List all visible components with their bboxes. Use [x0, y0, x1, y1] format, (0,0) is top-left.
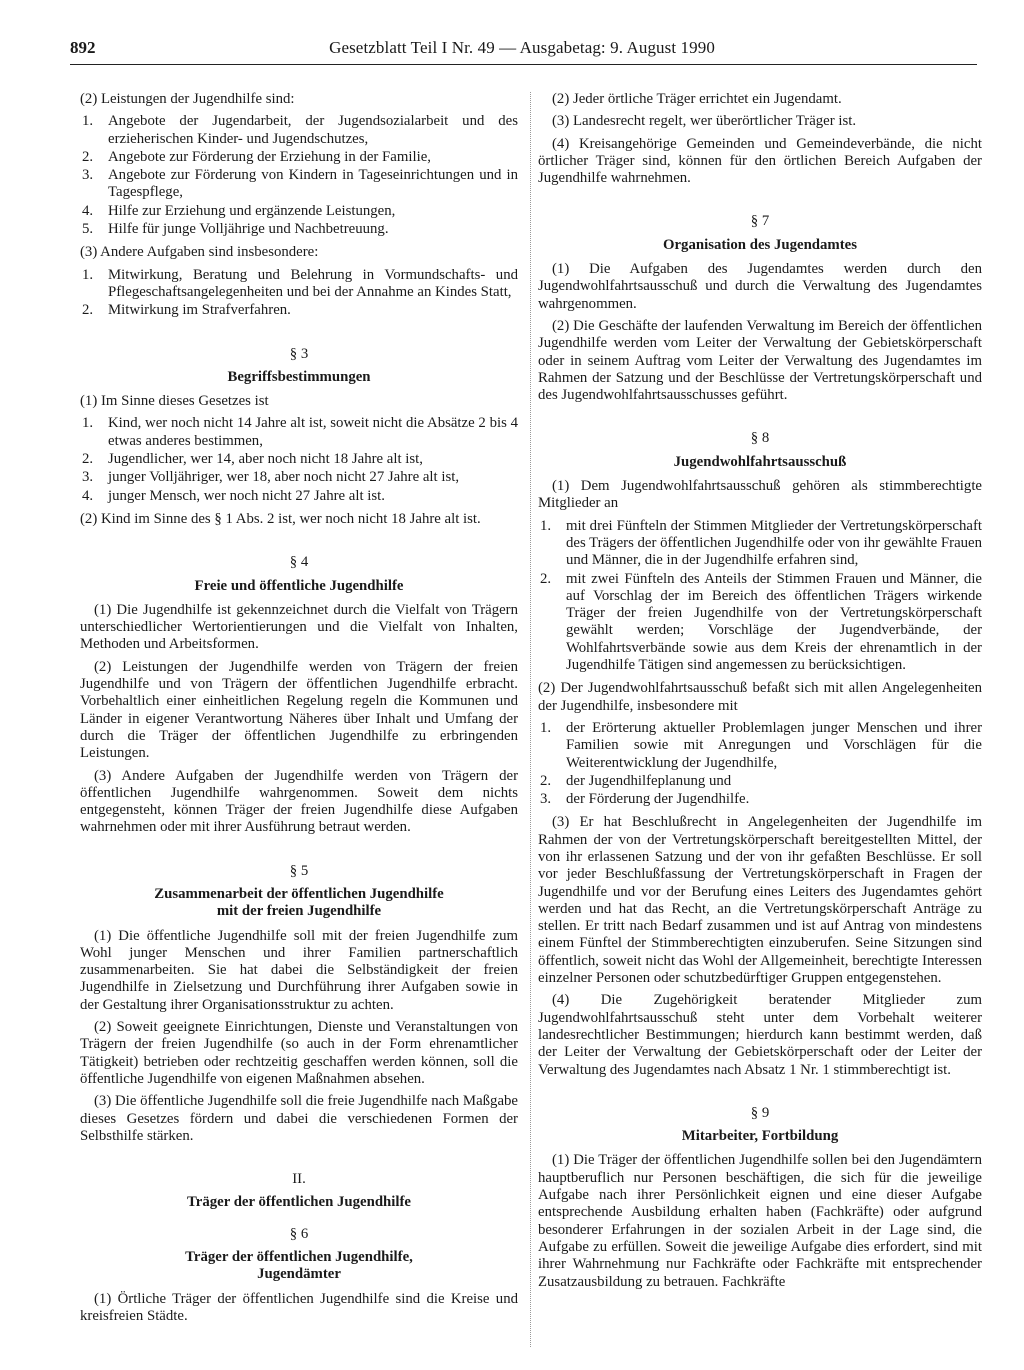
list-members [538, 518, 982, 675]
paragraph: (2) Jeder örtliche Träger errichtet ein Jugendamt. [552, 91, 842, 107]
header-title: Gesetzblatt Teil I Nr. 49 — Ausgabetag: 9. August 1990 [329, 38, 715, 57]
paragraph: (1) Die Aufgaben des Jugendamtes werden durch den Jugendwohlfahrtsausschuß und durch die Verwaltung des Jugendamtes wahrgenommen. [538, 261, 982, 312]
section-number: § 7 [750, 213, 770, 230]
section-title: Mitarbeiter, Fortbildung [681, 1128, 839, 1145]
list-item: 2. mit zwei Fünfteln des Anteils der Stimmen Frauen und Männer, die auf Vorschlag der im Bereich des öffentlichen Trägers wirkende Träger der freien Jugendhilfe von der Vertretungskörperschaft gewählt werden; Vorschläge der Jugendverbände, der Wohlfahrtsverbände sowie aus dem Kreis der ehrenamtlich in der Jugendhilfe Tätigen sind angemessen zu berücksichtigen. [540, 570, 982, 674]
section-title: Organisation des Jugendamtes [662, 236, 858, 253]
paragraph: (4) Kreisangehörige Gemeinden und Gemeindeverbände, die nicht örtlicher Träger sind, können für den örtlichen Bereich Aufgaben der Jugendhilfe wahrnehmen. [538, 135, 982, 187]
list-item: 2. Angebote zur Förderung der Erziehung in der Familie, [82, 148, 431, 165]
list-item: 4. Hilfe zur Erziehung und ergänzende Leistungen, [82, 202, 396, 219]
section-number: § 9 [750, 1104, 770, 1121]
list-item: 2. Mitwirkung im Strafverfahren. [82, 302, 291, 319]
section-title [80, 1249, 518, 1284]
section-title-line: mit der freien Jugendhilfe [216, 903, 382, 920]
page-header [70, 38, 974, 66]
list-item: 2. Jugendlicher, wer 14, aber noch nicht 18 Jahre alt ist, [82, 451, 423, 468]
section-title-line: Jugendämter [257, 1266, 341, 1283]
paragraph: (1) Die Jugendhilfe ist gekennzeichnet durch die Vielfalt von Trägern unterschiedlicher Wertorientierungen und die Vielfalt von Inhalten, Methoden und Arbeitsformen. [80, 601, 518, 653]
list-item: 1. mit drei Fünfteln der Stimmen Mitglieder der Vertretungskörperschaft des Trägers der öffentlichen Jugendhilfe oder von ihr gewählte Frauen und Männer, die in der Jugendhilfe erfahren sind, [540, 517, 982, 569]
paragraph: (4) Die Zugehörigkeit beratender Mitglieder zum Jugendwohlfahrtsausschuß steht unter dem Vorbehalt weiterer landesrechtlicher Bestimmungen; hierdurch kann bestimmt werden, daß der Leiter der Verwaltung der Gebietskörperschaft oder der Leiter der Verwaltung des Jugendamtes nach Absatz 1 Nr. 1 stimmberechtigt ist. [538, 992, 982, 1078]
list-item: 1. Kind, wer noch nicht 14 Jahre alt ist, soweit nicht die Absätze 2 bis 4 etwas anderes bestimmen, [82, 415, 518, 449]
section-number: § 6 [289, 1225, 309, 1242]
list-item: 4. junger Mensch, wer noch nicht 27 Jahre alt ist. [82, 487, 385, 504]
paragraph: (3) Er hat Beschlußrecht in Angelegenheiten der Jugendhilfe im Rahmen der von der Vertretungskörperschaft bereitgestellten Mittel, der von ihr erlassenen Satzung und der von ihr gefaßten Beschlüsse. Er soll vor jeder Beschlußfassung der Vertretungskörperschaft in Fragen der Jugendhilfe und vor der Berufung eines Leiters des Jugendamtes gehört werden und hat das Recht, an die Vertretungskörperschaft Anträge zu stellen. Er tritt nach Bedarf zusammen und ist auf Antrag von mindestens einem Fünftel der Stimmberechtigten einzuberufen. Seine Sitzungen sind öffentlich, soweit nicht das Wohl der Allgemeinheit, berechtigte Interessen einzelner Personen oder schutzbedürftiger Gruppen entgegenstehen. [538, 814, 982, 987]
paragraph: (1) Die öffentliche Jugendhilfe soll mit der freien Jugendhilfe zum Wohl junger Menschen und ihrer Familien partnerschaftlich zusammenarbeiten. Sie hat dabei die Selbständigkeit der freien Jugendhilfe in Zielsetzung und Durchführung ihrer Aufgaben sowie in der Gestaltung ihrer Organisationsstruktur zu achten. [80, 927, 518, 1013]
list-item: 1. Mitwirkung, Beratung und Belehrung in Vormundschafts- und Pflegeschaftsangelegenheiten und bei der Annahme an Kindes Statt, [82, 266, 518, 300]
list-definitions [80, 415, 518, 504]
chapter-title: Träger der öffentlichen Jugendhilfe [187, 1194, 411, 1211]
header-rule [70, 64, 977, 65]
list-services [80, 113, 518, 238]
section-title-line: Zusammenarbeit der öffentlichen Jugendhilfe [154, 885, 444, 902]
list-item: 3. der Förderung der Jugendhilfe. [540, 791, 750, 808]
section-title [80, 886, 518, 921]
paragraph: (2) Soweit geeignete Einrichtungen, Dienste und Veranstaltungen von Trägern der freien Jugendhilfe (so auch in der Form ehrenamtlicher Tätigkeit) betrieben oder rechtzeitig geschaffen werden können, soll die öffentliche Jugendhilfe von eigenen Maßnahmen absehen. [80, 1019, 518, 1087]
list-item: 1. der Erörterung aktueller Problemlagen junger Menschen und ihrer Familien sowie mit Anregungen und Vorschlägen für die Weiterentwicklung der Jugendhilfe, [540, 719, 982, 771]
section-number: § 4 [289, 554, 309, 571]
list-duties [538, 720, 982, 808]
section-title: Begriffsbestimmungen [227, 368, 371, 385]
list-item: 3. Angebote zur Förderung von Kindern in Tageseinrichtungen und in Tagespflege, [82, 167, 518, 201]
section-number: § 5 [289, 862, 309, 879]
page-number: 892 [70, 38, 96, 57]
paragraph: (1) Örtliche Träger der öffentlichen Jugendhilfe sind die Kreise und kreisfreien Städte. [80, 1290, 518, 1324]
list-item: 1. Angebote der Jugendarbeit, der Jugendsozialarbeit und des erzieherischen Kinder- und Jugendschutzes, [82, 113, 518, 147]
right-column [538, 91, 982, 1296]
section-title: Jugendwohlfahrtsausschuß [673, 453, 847, 470]
column-divider [530, 92, 531, 1347]
list-item: 2. der Jugendhilfeplanung und [540, 772, 732, 789]
paragraph: (3) Andere Aufgaben sind insbesondere: [80, 244, 319, 261]
paragraph: (2) Kind im Sinne des § 1 Abs. 2 ist, wer noch nicht 18 Jahre alt ist. [80, 510, 481, 527]
paragraph: (1) Die Träger der öffentlichen Jugendhilfe sollen bei den Jugendämtern hauptberuflich nur Personen beschäftigen, die sich für die jeweilige Aufgabe nach ihrer Persönlichkeit eignen und eine dieser Aufgabe entsprechende Ausbildung erhalten haben (Fachkräfte) oder aufgrund besonderer Erfahrungen in der sozialen Arbeit in der Lage sind, die Aufgabe zu erfüllen. Soweit die jeweilige Aufgabe dies erfordert, sind mit ihrer Wahrnehmung nur Fachkräfte oder Fachkräfte mit entsprechender Zusatzausbildung zu betrauen. Fachkräfte [538, 1152, 982, 1290]
section-title: Freie und öffentliche Jugendhilfe [194, 577, 404, 594]
paragraph: (1) Dem Jugendwohlfahrtsausschuß gehören als stimmberechtigte Mitglieder an [538, 478, 982, 512]
left-column [80, 91, 518, 1330]
paragraph: (2) Leistungen der Jugendhilfe werden von Trägern der freien Jugendhilfe und von Trägern der öffentlichen Jugendhilfe erbracht. Vorbehaltlich einer einheitlichen Regelung regeln die Kommunen und Länder in eigener Verantwortung Näheres über Inhalt und Umfang der durch die Träger der öffentlichen Jugendhilfe zu erbringenden Leistungen. [80, 658, 518, 762]
list-item: 3. junger Volljähriger, wer 18, aber noch nicht 27 Jahre alt ist, [82, 469, 460, 486]
section-number: § 3 [289, 345, 309, 362]
section-title-line: Träger der öffentlichen Jugendhilfe, [185, 1249, 413, 1266]
paragraph: (1) Im Sinne dieses Gesetzes ist [80, 393, 269, 410]
paragraph: (2) Leistungen der Jugendhilfe sind: [80, 91, 295, 107]
section-number: § 8 [750, 430, 770, 447]
chapter-number: II. [292, 1171, 306, 1188]
paragraph: (3) Die öffentliche Jugendhilfe soll die freie Jugendhilfe nach Maßgabe dieses Gesetzes fördern und dabei die verschiedenen Formen der Selbsthilfe stärken. [80, 1093, 518, 1144]
paragraph: (3) Andere Aufgaben der Jugendhilfe werden von Trägern der öffentlichen Jugendhilfe wahrgenommen. Soweit dem nichts entgegensteht, können Träger der freien Jugendhilfe diese Aufgaben wahrnehmen oder mit ihrer Ausführung betraut werden. [80, 767, 518, 836]
list-item: 5. Hilfe für junge Volljährige und Nachbetreuung. [82, 221, 389, 238]
list-tasks [80, 267, 518, 320]
paragraph: (3) Landesrecht regelt, wer überörtlicher Träger ist. [552, 113, 857, 130]
paragraph: (2) Die Geschäfte der laufenden Verwaltung im Bereich der öffentlichen Jugendhilfe werden vom Leiter der Verwaltung der Gebietskörperschaft oder in seinem Auftrag vom Leiter der Verwaltung des Jugendamtes im Rahmen der Satzung und der Beschlüsse der Vertretungskörperschaft und des Jugendwohlfahrtsausschusses geführt. [538, 317, 982, 404]
paragraph: (2) Der Jugendwohlfahrtsausschuß befaßt sich mit allen Angelegenheiten der Jugendhilfe, insbesondere mit [538, 680, 982, 714]
